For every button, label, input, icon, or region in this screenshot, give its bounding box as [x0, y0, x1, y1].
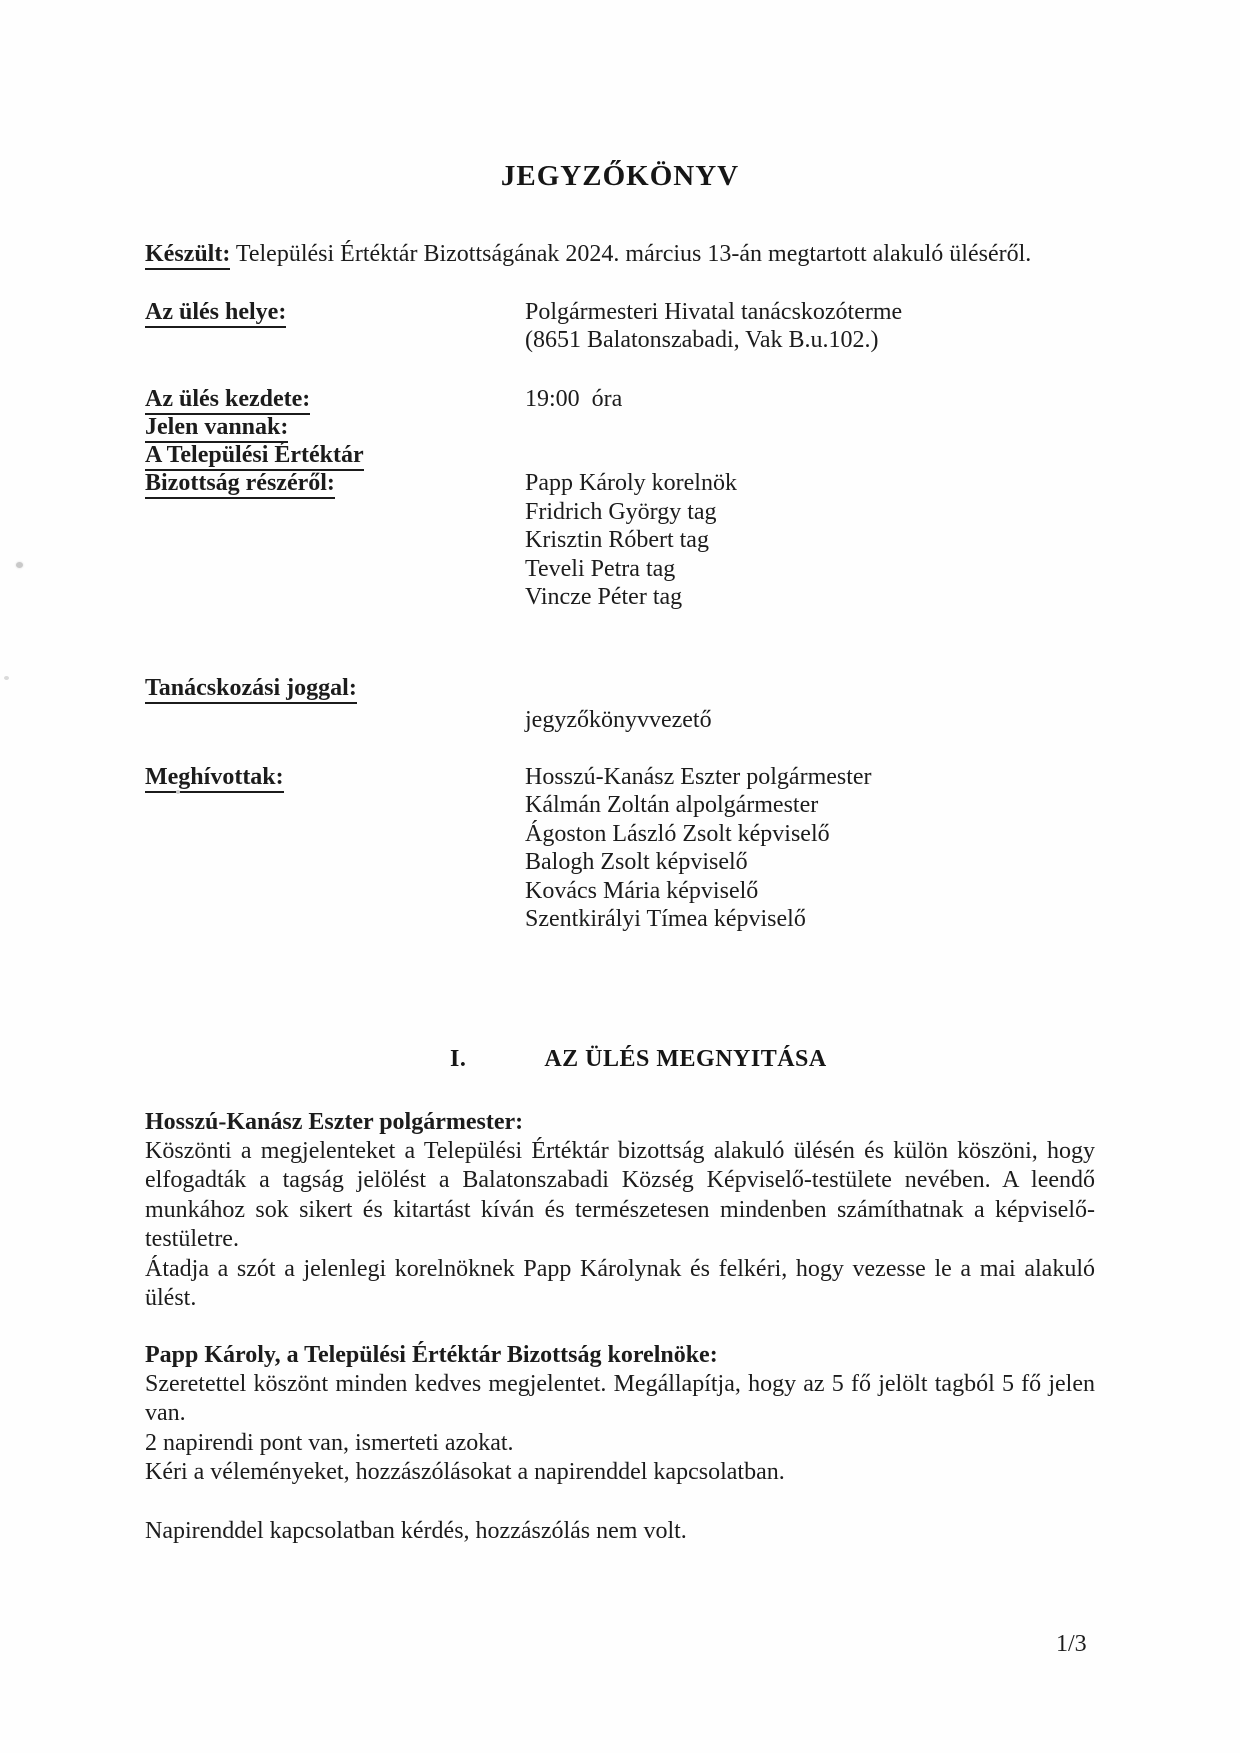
present-label: Jelen vannak:	[145, 414, 288, 443]
committee-row	[145, 469, 1095, 612]
committee-label-part2: Bizottság részéről:	[145, 470, 335, 499]
meeting-start-label: Az ülés kezdete:	[145, 386, 310, 415]
meeting-location-label-col	[145, 298, 525, 326]
advisory-label-line	[145, 674, 1095, 702]
scan-artifact	[16, 562, 23, 568]
scan-artifact	[176, 790, 180, 794]
agenda-closing-line: Napirenddel kapcsolatban kérdés, hozzászólás nem volt.	[145, 1517, 687, 1544]
scan-artifact	[4, 676, 9, 680]
meeting-location-line1: Polgármesteri Hivatal tanácskozóterme	[525, 299, 903, 325]
invitees-row	[145, 763, 1095, 934]
made-at-label: Készült:	[145, 241, 230, 270]
speaker-2-line-2: 2 napirendi pont van, ismerteti azokat.	[145, 1429, 514, 1456]
committee-label-part1: A Települési Értéktár	[145, 442, 364, 471]
meeting-location-line2: (8651 Balatonszabadi, Vak B.u.102.)	[525, 327, 879, 353]
made-at-text: Települési Értéktár Bizottságának 2024. március 13-án megtartott alakuló üléséről.	[230, 241, 1032, 267]
meeting-start-row	[145, 385, 1095, 413]
meeting-location-value	[525, 298, 1095, 354]
advisory-label: Tanácskozási joggal:	[145, 675, 357, 704]
made-at-line	[145, 240, 1095, 268]
invitee: Balogh Zsolt képviselő	[525, 849, 748, 875]
meeting-start-label-col	[145, 385, 525, 413]
advisory-value-row	[145, 706, 1095, 734]
meeting-location-row	[145, 298, 1095, 354]
committee-member: Teveli Petra tag	[525, 555, 676, 582]
section-1-title: AZ ÜLÉS MEGNYITÁSA	[544, 1045, 827, 1072]
invitee: Hosszú-Kanász Eszter polgármester	[525, 763, 872, 790]
page-number: 1/3	[1056, 1631, 1087, 1657]
invitee-list	[525, 763, 1095, 934]
present-label-line	[145, 413, 1095, 441]
committee-label-line1	[145, 441, 1095, 469]
committee-label-col	[145, 469, 525, 497]
section-1-heading	[145, 1044, 1095, 1074]
speaker-1-name: Hosszú-Kanász Eszter polgármester:	[145, 1108, 524, 1135]
invitee: Szentkirályi Tímea képviselő	[525, 906, 806, 932]
meeting-start-value: 19:00 óra	[525, 386, 623, 412]
committee-member: Fridrich György tag	[525, 498, 717, 525]
committee-member: Vincze Péter tag	[525, 584, 683, 610]
document-title: JEGYZŐKÖNYV	[500, 160, 740, 192]
invitee: Ágoston László Zsolt képviselő	[525, 820, 830, 847]
speaker-2-paragraph-1: Szeretettel köszönt minden kedves megjelentet. Megállapítja, hogy az 5 fő jelölt tagból 5 fő jelen van.	[145, 1370, 1095, 1426]
meeting-location-label: Az ülés helye:	[145, 299, 286, 328]
committee-member: Krisztin Róbert tag	[525, 527, 709, 553]
committee-member: Papp Károly korelnök	[525, 470, 737, 496]
speaker-2-name: Papp Károly, a Települési Értéktár Bizottság korelnöke:	[145, 1341, 718, 1368]
speaker-2-line-3: Kéri a véleményeket, hozzászólásokat a napirenddel kapcsolatban.	[145, 1459, 785, 1485]
speaker-1-paragraph-1: Köszönti a megjelenteket a Települési Értéktár bizottság alakuló ülésén és külön köszöni, hogy elfogadták a tagság jelölést a Balatonszabadi Község Képviselő-testülete nevében. A leendő munkához sok sikert és kitartást kíván és természetesen mindenben számíthatnak a képviselő-testületre.	[145, 1137, 1095, 1252]
committee-member-list	[525, 469, 1095, 612]
invitees-label-col	[145, 763, 525, 791]
advisory-value: jegyzőkönyvvezető	[525, 706, 712, 733]
section-1-numeral: I.	[450, 1045, 467, 1072]
invitee: Kálmán Zoltán alpolgármester	[525, 792, 819, 818]
invitees-label: Meghívottak:	[145, 764, 284, 793]
speaker-1-paragraph-2: Átadja a szót a jelenlegi korelnöknek Papp Károlynak és felkéri, hogy vezesse le a mai alakuló ülést.	[145, 1255, 1095, 1311]
invitee: Kovács Mária képviselő	[525, 877, 759, 904]
